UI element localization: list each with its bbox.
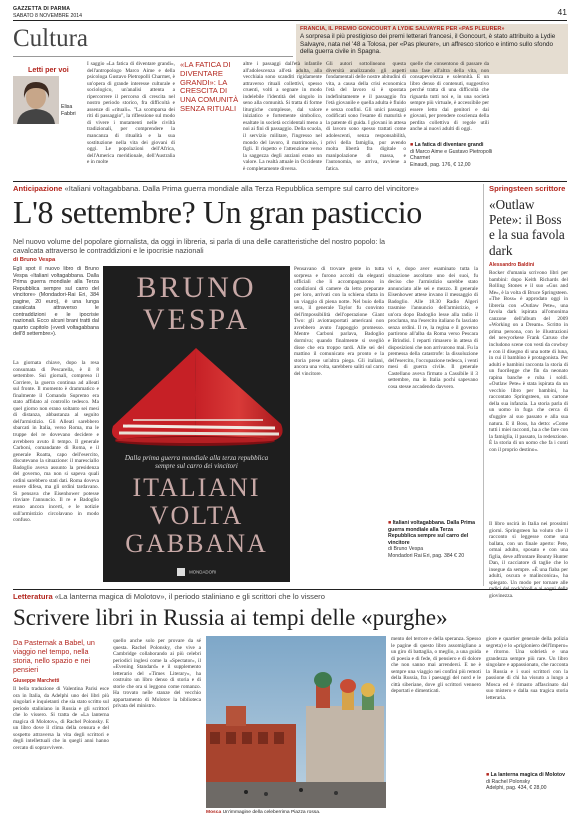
- paper-name: GAZZETTA DI PARMA: [13, 6, 71, 12]
- main-deck: Nel nuovo volume del popolare giornalista, da oggi in libreria, si parla di una delle caratteristiche del nostro popolo: la cavalcata attraverso le contraddizioni e le ipocrisie nazionali: [13, 237, 385, 255]
- author-avatar: [13, 76, 59, 124]
- main-book-ref: [388, 520, 478, 560]
- bottom-col1: Il bella traduzione di Valentina Parisi esce ora in Italia, da Adelphi uno dei libri più singolari e inquietanti che sia stato scritto sul periodo staliniano in Russia e gli scrittori che lo vissero. Si tratta de «La lanterna magica di Molotov», di Rachel Polonsky. E un libro dove il clima della censura e del sospetto attraversa la vita degli scrittori e degli intellettuali che in quegli anni hanno cercato di sopravvivere.: [13, 686, 109, 751]
- book-publisher: [103, 563, 290, 581]
- publisher-logo: [177, 568, 185, 576]
- author-name: [61, 104, 87, 117]
- main-body-col3: vi e, dopo aver esaminato tutta la situazione ascoltato uno dei suoi, fu deciso che l'armistizio sarebbe stato annunciato alle sei e mezzo. Il generale Eisenhower attese invano il messaggio di Badoglio. Alle 18.30 Radio Algeri trasmise l'annuncio dell'armistizio, e un'ora dopo Badoglio lesse alla radio il proclama, ma l'esercito italiano fu lasciato senza ordini. Il re, la regina e il governo partirono all'alba da Roma verso Pescara e Brindisi. I reparti rimasero in attesa di disposizioni che non arrivarono mai. Fu la premessa della catastrofe: la dissoluzione dell'esercito, l'occupazione tedesca, i venti mesi di guerra civile. Il generale Castellano aveva firmato a Cassibile il 3 settembre, ma in Italia pochi sapevano cosa stesse accadendo davvero.: [388, 266, 478, 390]
- side-kicker: [489, 184, 565, 193]
- book-title-3: GABBANA: [125, 529, 268, 558]
- main-intro: Egli spot il nuovo libro di Bruno Vespa «Italiani voltagabbana. Dalla Prima guerra mondiale alla Terza Repubblica sempre sul carro del vincitore» (Mondadori-Rai Eri, 384 pagine, 20 euro), è una lunga cavalcata attraverso le contraddizioni e le ipocrisie nazionali. Ecco alcuni brani tratti dal quarto capitolo («vedi voltagabbana dell'8 settembre»).: [13, 266, 99, 338]
- main-ref-author: di Bruno Vespa: [388, 546, 424, 553]
- main-body-col1: La giornata chiave, dopo la resa consumata di Pescarella, è il 8 settembre. Sui giornali, compreso il Corriere, la guerra continua ad alleati sul fronte. Il momento è drammatico e finalmente il Comando Supremo era stato affidato al controllo tedesco. Ma quel giorno non erano soltanto sei mesi di distanza, abbastanza al seguito dell'armistizio. Gli Alleati sarebbero sbarcati in Italia, verso Roma, ma le truppe del re dovevano decidere e avrebbero avuto il tempo. Il generale Carboni, comandante di Roma, e il generale Roatta, capo dell'esercito, discutevano la situazione: il maresciallo Badoglio aveva assunto la presidenza del governo, ma non si sapeva quali ordini sarebbero stati dati. Roma doveva essere difesa, ma gli ordini tardavano. Si pensava che Eisenhower potesse rinviare l'annuncio. Il re e Badoglio erano ancora incerti, e le notizie sull'armistizio circolavano in modo confuso.: [13, 360, 99, 524]
- moscow-photo: [206, 636, 386, 808]
- bottom-col3: mento del terrore e della speranza. Spesso le pagine di questo libro assomigliano a un giro di battaglia, o meglio, a una guida di poesia e di fede, di pensiero e di dolore che non sanno mai arrendersi. E ne è sempre una viaggio nei confini più remoti della Russia, fra i paesaggi del nord e le città siberiane, dove gli scrittori vennero deportati e dimenticati.: [391, 636, 481, 695]
- reading-col2: altre i passaggi dall'età infantile all'adolescenza all'età adulta, alla vecchiaia sono scanditi rigidamente attraverso rituali collettivi, spesso cruenti, volti a segnare in modo indelebile l'identità del singolo in seno alla comunità. Si tratta di forme liturgiche complesse, dal valore iniziatico e fortemente simbolico, esaltate in società occidentali meno a noi ai fini di passaggio. Della scuola, il servizio militare, l'ingresso nel mondo del lavoro, il matrimonio, i figli. Il rispetto e l'attenzione verso la saggezza degli anziani erano un valore. La realtà attuale in Occidente è completamente diversa.: [243, 61, 322, 172]
- caption-text: Un'immagine della celeberrima Piazza rossa.: [222, 810, 321, 815]
- reading-label: Letti per voi: [28, 65, 69, 74]
- main-headline: L'8 settembre? Un gran pasticcio: [13, 194, 422, 230]
- paper-date: SABATO 8 NOVEMBRE 2014: [13, 13, 83, 19]
- reading-col3: Gli autori sottolineano questa diversità analizzando gli aspetti fondamentali delle nostre abitudini di vita, a causa della crisi economica l'età del lavoro si è spostata indefinitamente e il passaggio fra l'età giovanile e quella adulta è fluido e senza confini. Gli unici passaggi codificati sono l'esame di maturità e la patente di guida. I giovani in attesa di lavoro sono spesso trattati come adolescenti, senza responsabilità, privi della famiglia, pur avendo molta libertà fra digitale o manipolazione di massa, e l'autonomia, se arriva, avviene a fatica.: [326, 61, 406, 172]
- section-title: Cultura: [13, 25, 88, 52]
- bottom-ref-author: di Rachel Polonsky: [486, 778, 531, 785]
- publisher-name: MONDADORI: [189, 569, 217, 575]
- bottom-ref-title: ■ La lanterna magica di Molotov: [486, 772, 565, 778]
- reading-col4: quelle che consentono di passare da una fase all'altra della vita, non consapevolezza e solennità. E un libro denso di contenuti, suggestivo perché tratta di una difficoltà che riguarda tutti noi e, in una società sempre più virtuale, è accessibile per essere letto dai genitori e dai giovani, per prendere coscienza della perdita collettiva di regole utili anche ai nuovi adulti di oggi.: [410, 61, 489, 133]
- reading-ref-pub: Einaudi, pag. 176, € 12,00: [410, 161, 471, 168]
- bottom-deck: Da Pasternak a Babel, un viaggio nel tempo, nella storia, nello spazio e nei pensieri: [13, 638, 95, 674]
- bottom-headline: Scrivere libri in Russia ai tempi delle «purghe»: [13, 605, 448, 630]
- bottom-ref-pub: Adelphi, pag. 434, € 28,00: [486, 785, 547, 792]
- bottom-top-rule: [13, 589, 567, 590]
- main-ref-pub: Mondadori Rai Eri, pag. 384 € 20: [388, 552, 465, 559]
- main-kicker-text: «Italiani voltagabbana. Dalla Prima guerra mondiale alla Terza Repubblica sempre sul carro del vincitore»: [64, 184, 419, 193]
- reading-ref-title: ■ La fatica di diventare grandi: [410, 142, 484, 148]
- bottom-col2: quello anche solo per provare da sé questa. Rachel Polonsky, che vive a Cambridge collaborando ai più celebri periodici inglesi come la «Spectator», il «Evening Standard» e il supplemento letterario del «Times Literary», ha costruito un libro denso di storia e di storie che ora si leggono come romanzo. Ha trovato nelle stanze del vecchio appartamento di Molotov la biblioteca privata del ministro.: [113, 638, 201, 710]
- main-ref-title: ■ Italiani voltagabbana. Dalla Prima guerra mondiale alla Terza Repubblica sempre sul carro del vincitore: [388, 520, 476, 546]
- masthead-rule: [13, 20, 567, 21]
- side-divider: [483, 184, 484, 586]
- book-cover: [103, 266, 290, 582]
- bottom-byline: Giuseppe Marchetti: [13, 678, 60, 684]
- side-headline: «Outlaw Pete»: il Boss e la sua favola dark: [489, 197, 565, 258]
- reading-ref-authors: di Marco Aime e Gustavo Pietropolli Charmet: [410, 148, 493, 162]
- main-body-col2: Pensavano di trovare gente in tutta sorpresa e furono accolti da eleganti ufficiali che li accompagnarono in condizioni di camere da letto preparate per loro, arrivati con la schiena sfatta in un viaggio di piena notte. Nel buio della sera, il generale Taylor fu convinto dell'impossibilità dell'operazione Giant Two: gli aviotrasportati americani non avrebbero avuto l'appoggio promesso. Mentre Carboni parlava, Badoglio dormiva; quando finalmente si svegliò disse che era troppo tardi. Alle sei del mattino il comunicato era pronto e la storia prese un'altra piega. Gli italiani, ancora una volta, sarebbero saliti sul carro del vincitore.: [294, 266, 384, 377]
- book-title-2: VOLTA: [149, 501, 244, 530]
- main-byline: di Bruno Vespa: [13, 257, 56, 263]
- top-rule: [13, 56, 293, 57]
- bottom-col4: giore e quartier generale della polizia segreta) e lo «prigioniero dell'Impero» e ritorno. Una sobrietà e una grandezza sempre più rare. Un libro singolare e appassionato, che racconta la Russia e i suoi scrittori con la passione di chi ha vissuto a lungo a Mosca ed è rimasto affascinato dal suo mistero e dalla sua tragica storia letteraria.: [486, 636, 568, 701]
- book-author-last: VESPA: [142, 303, 251, 336]
- main-kicker-label: Anticipazione: [13, 184, 63, 193]
- side-text-2: Il libro uscirà in Italia nei prossimi giorni. Springsteen ha voluto che il racconto si leggesse come una ballata, con un finale aperto: Pete, ormai adulto, sposato e con una figlia, deve affrontare Bounty Hunter Dan, il cacciatore di taglie che lo insegue da sempre. «È una fiaba per adulti, oscura e malinconica», ha spiegato. Un modo per tornare alle radici del rock'n'roll e ai sogni della giovinezza.: [489, 521, 568, 600]
- reading-pullquote: «LA FATICA DI DIVENTARE GRANDI»: LA CRESCITA DI UNA COMUNITÀ SENZA RITUALI: [180, 60, 239, 113]
- page-number: 41: [557, 7, 567, 17]
- side-kicker-text: Springsteen scrittore: [489, 184, 566, 193]
- award-text: A sorpresa il più prestigioso dei premi letterari francesi, il Goncourt, è stato attribuito a Lydie Salvayre, nata nel '48 a Tolosa, per «Pas pleurer», un affresco storico e intimo sullo sfondo della guerra civile in Spagna.: [300, 33, 556, 56]
- side-byline: Alessandro Baldini: [489, 262, 535, 268]
- photo-caption: [206, 810, 386, 816]
- red-square-photo: [206, 636, 386, 808]
- bottom-book-ref: [486, 772, 568, 792]
- reading-book-ref: [410, 142, 494, 168]
- bottom-kicker-label: Letteratura: [13, 592, 53, 601]
- caption-label: Mosca: [206, 810, 222, 815]
- reading-col1: I saggio «La fatica di diventare grandi», dell'antropologo Marco Aime e della psicologa Gustavo Pietropolli Charmet, è un'opera di grande interesse culturale e sociologico, un'analisi attenta a ripercorrere il percorso di crescita nel nostro periodo storico, fra difficoltà e assenze di «rituali». "La scomparsa dei riti di passaggio", la riflessione sul modo di vivere i mutamenti nelle civiltà tradizionali, per comprendere la mancanza di ritualità e la sua sostituzione nella vita dei giovani di oggi. Le popolazioni dell'Africa, dell'America meridionale, dell'Australia e in molte: [87, 61, 175, 166]
- main-top-rule: [13, 181, 567, 182]
- rolled-flag-illustration: [103, 342, 290, 460]
- author-photo: [13, 76, 59, 124]
- book-title-1: ITALIANI: [132, 473, 261, 502]
- bottom-kicker: [13, 592, 325, 601]
- book-subtitle: Dalla prima guerra mondiale alla terza repubblica sempre sul carro dei vincitori: [124, 454, 269, 471]
- side-text: Rocker d'umania scrivono libri per bambini: dopo Keith Richards del Rolling Stones e il suo «Gus and Me», è la volta di Bruce Springsteen. «The Boss» è approdato oggi in libreria con «Outlaw Pete», una favola dark ispirata all'omonima canzone dell'album del 2009 «Working on a Dream». Scritto in prima persona, con le illustrazioni del newyorkese Frank Caruso che includono scene con vesti da cowboy e con il disegno di una notte di luna, in cui il bambino è protagonista. Per adulti e bambini racconta la storia di un fuorilegge che fin da neonato rapina banche e ruba i soldi. «Outlaw Pete» è stata ispirata da un vecchio libro per bambini, ha raccontato Springsteen, un cartone della sua infanzia. La storia parla di un uomo in fuga che cerca di sfuggire al suo passato e alla sua natura. E il Boss, ha detto: «Come tutti i miei racconti, ha a che fare con la famiglia, il passato, la redenzione. È la storia di un uomo che fa i conti con il proprio destino».: [489, 270, 568, 453]
- award-headline: FRANCIA, IL PREMIO GONCOURT A LYDIE SALVAYRE PER «PAS PLEURER»: [300, 26, 505, 32]
- main-kicker: [13, 184, 419, 193]
- author-name-text: Elisa Fabbri: [61, 104, 76, 117]
- bottom-kicker-text: «La lanterna magica di Molotov», il periodo staliniano e gli scrittori che lo vissero: [54, 592, 325, 601]
- book-author-first: BRUNO: [136, 271, 257, 304]
